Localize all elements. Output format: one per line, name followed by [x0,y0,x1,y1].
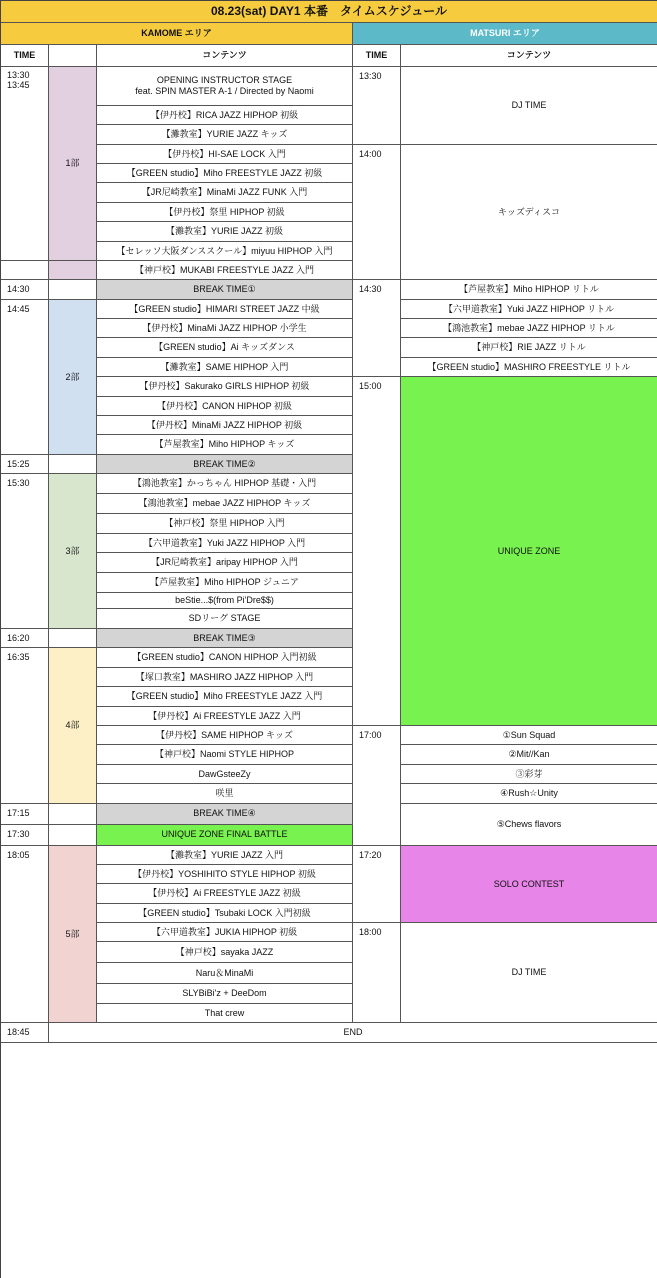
program-item: 【神戸校】MUKABI FREESTYLE JAZZ 入門 [97,261,353,280]
time-label: 15:25 [1,455,49,474]
program-item: 【JR尼崎教室】aripay HIPHOP 入門 [97,553,353,573]
program-item: 【灘教室】YURIE JAZZ 初級 [97,222,353,241]
battle-entry: ②Mit//Kan [401,745,657,764]
empty-part-cell [49,825,97,846]
part-3-cell: 3部 [49,474,97,629]
empty-part-cell [49,629,97,648]
program-item: 【JR尼崎教室】MinaMi JAZZ FUNK 入門 [97,183,353,202]
program-item: 【神戸校】RIE JAZZ リトル [401,338,657,357]
program-item: SDリーグ STAGE [97,609,353,629]
program-item: 【芦屋教室】Miho HIPHOP キッズ [97,435,353,454]
opening-subtitle: feat. SPIN MASTER A-1 / Directed by Naomi [135,85,314,96]
time-label: 14:45 [1,300,49,455]
opening-title: OPENING INSTRUCTOR STAGE [156,75,293,86]
time-label: 17:00 [353,726,401,846]
program-item: 【塚口教室】MASHIRO JAZZ HIPHOP 入門 [97,668,353,687]
program-item: 【芦屋教室】Miho HIPHOP ジュニア [97,573,353,593]
program-item: Naru＆MinaMi [97,963,353,984]
part-1-cell [49,261,97,280]
time-label: 17:15 [1,804,49,825]
program-item: 【六甲道教室】JUKIA HIPHOP 初級 [97,923,353,942]
program-item: 【伊丹校】Ai FREESTYLE JAZZ 初級 [97,884,353,903]
page-title: 08.23(sat) DAY1 本番 タイムスケジュール [1,1,657,23]
time-label: 13:30 [353,67,401,145]
program-item: 【灘教室】SAME HIPHOP 入門 [97,358,353,377]
program-item: 【伊丹校】CANON HIPHOP 初級 [97,397,353,416]
empty-part-cell [49,804,97,825]
time-label: 15:30 [1,474,49,629]
unique-zone-final-battle: UNIQUE ZONE FINAL BATTLE [97,825,353,846]
time-label: 18:05 [1,846,49,1024]
empty-part-cell [49,280,97,299]
time-label: 13:45 [7,80,30,91]
time-label: 17:30 [1,825,49,846]
time-label: 13:30 [7,70,30,80]
time-label: 14:30 [1,280,49,299]
program-item: 【伊丹校】MinaMi JAZZ HIPHOP 小学生 [97,319,353,338]
time-label: 14:30 [353,280,401,377]
time-label: 15:00 [353,377,401,726]
kamome-part-header [49,45,97,67]
program-item: 【灘教室】YURIE JAZZ キッズ [97,125,353,144]
program-item: 【GREEN studio】Miho FREESTYLE JAZZ 入門 [97,687,353,706]
kamome-area-header: KAMOME エリア [1,23,353,45]
program-item: That crew [97,1004,353,1023]
program-item: 【GREEN studio】Miho FREESTYLE JAZZ 初級 [97,164,353,183]
program-item: 【GREEN studio】Ai キッズダンス [97,338,353,357]
break-time-3: BREAK TIME③ [97,629,353,648]
break-time-4: BREAK TIME④ [97,804,353,825]
battle-entry: ③彩芽 [401,765,657,784]
solo-contest-cell: SOLO CONTEST [401,846,657,924]
program-item: 【GREEN studio】HIMARI STREET JAZZ 中級 [97,300,353,319]
program-item: 【六甲道教室】Yuki JAZZ HIPHOP リトル [401,300,657,319]
dj-time-cell: DJ TIME [401,67,657,145]
battle-entry: ⑤Chews flavors [401,804,657,846]
part-5-cell: 5部 [49,846,97,1024]
program-item: 【伊丹校】HI-SAE LOCK 入門 [97,145,353,164]
matsuri-time-header: TIME [353,45,401,67]
program-item: 【灘教室】YURIE JAZZ 入門 [97,846,353,865]
part-1-cell: 1部 [49,67,97,261]
opening-stage-cell [97,67,353,106]
program-item: 【鴻池教室】mebae JAZZ HIPHOP キッズ [97,494,353,514]
matsuri-contents-header: コンテンツ [401,45,657,67]
program-item: 【神戸校】Naomi STYLE HIPHOP [97,745,353,764]
empty-part-cell [49,455,97,474]
program-item: 【伊丹校】RICA JAZZ HIPHOP 初級 [97,106,353,125]
matsuri-area-header: MATSURI エリア [353,23,657,45]
program-item: 【伊丹校】祭里 HIPHOP 初級 [97,203,353,222]
time-label: 18:45 [1,1023,49,1042]
time-label: 18:00 [353,923,401,1023]
program-item: 【鴻池教室】かっちゃん HIPHOP 基礎・入門 [97,474,353,493]
program-item: 【セレッソ大阪ダンススクール】miyuu HIPHOP 入門 [97,242,353,261]
program-item: 【神戸校】sayaka JAZZ [97,942,353,963]
kamome-time-header: TIME [1,45,49,67]
program-item: 【伊丹校】Ai FREESTYLE JAZZ 入門 [97,707,353,726]
program-item: 【GREEN studio】CANON HIPHOP 入門初級 [97,648,353,667]
time-label: 16:20 [1,629,49,648]
program-item: 【芦屋教室】Miho HIPHOP リトル [401,280,657,299]
kamome-time-cell [1,67,49,261]
battle-entry: ④Rush☆Unity [401,784,657,803]
program-item: 【GREEN studio】MASHIRO FREESTYLE リトル [401,358,657,377]
break-time-1: BREAK TIME① [97,280,353,299]
program-item: SLYBiBi'z + DeeDom [97,984,353,1003]
program-item: 【伊丹校】MinaMi JAZZ HIPHOP 初級 [97,416,353,435]
program-item: 咲里 [97,784,353,803]
program-item: 【GREEN studio】Tsubaki LOCK 入門初級 [97,904,353,923]
kids-disco-cell: キッズディスコ [401,145,657,281]
kamome-time-cell [1,261,49,280]
program-item: DawGsteeZy [97,765,353,784]
time-label: 17:20 [353,846,401,924]
program-item: 【伊丹校】Sakurako GIRLS HIPHOP 初級 [97,377,353,396]
program-item: 【神戸校】祭里 HIPHOP 入門 [97,514,353,534]
part-2-cell: 2部 [49,300,97,455]
time-label: 16:35 [1,648,49,803]
program-item: 【鴻池教室】mebae JAZZ HIPHOP リトル [401,319,657,338]
program-item: 【六甲道教室】Yuki JAZZ HIPHOP 入門 [97,534,353,553]
program-item: 【伊丹校】SAME HIPHOP キッズ [97,726,353,745]
dj-time-cell: DJ TIME [401,923,657,1023]
time-label: 14:00 [353,145,401,281]
break-time-2: BREAK TIME② [97,455,353,474]
unique-zone-cell: UNIQUE ZONE [401,377,657,726]
program-item: 【伊丹校】YOSHIHITO STYLE HIPHOP 初級 [97,865,353,884]
kamome-contents-header: コンテンツ [97,45,353,67]
end-cell: END [49,1023,657,1042]
battle-entry: ①Sun Squad [401,726,657,745]
program-item: beStie...$(from Pi'Dre$$) [97,593,353,609]
part-4-cell: 4部 [49,648,97,803]
